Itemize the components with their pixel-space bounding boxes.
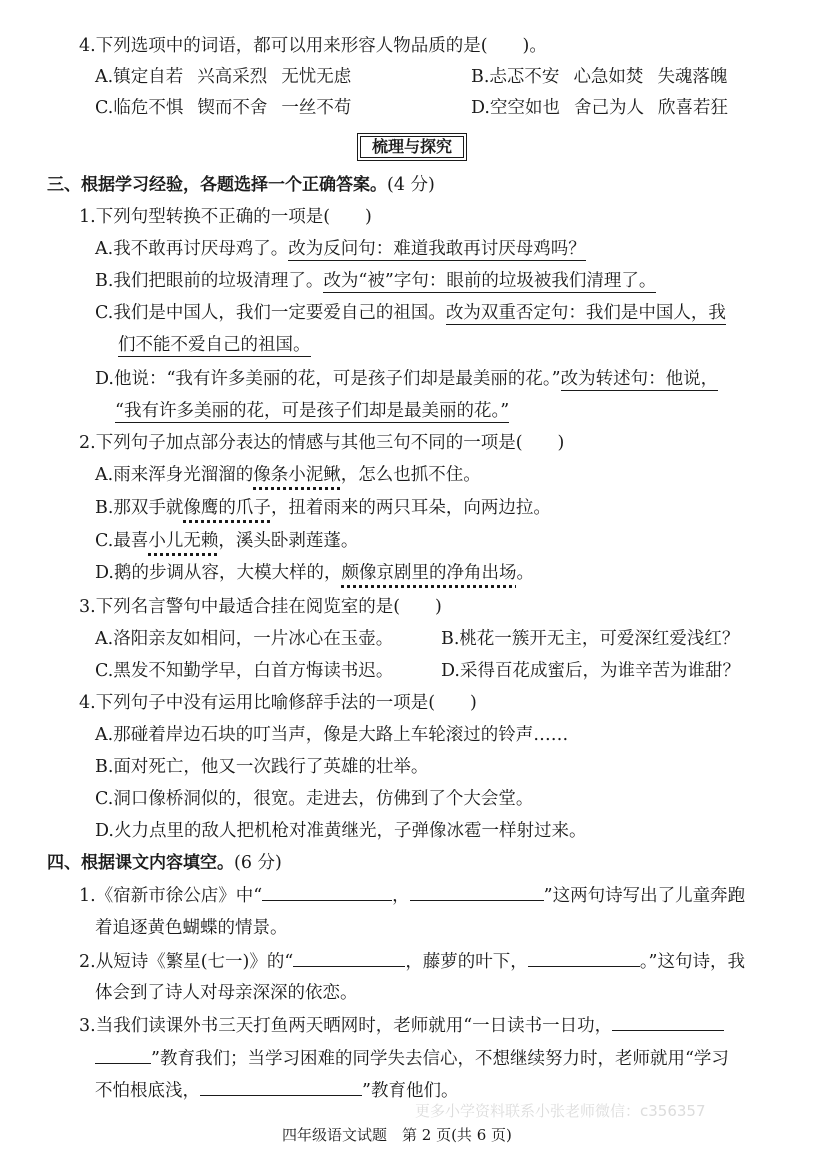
s3-q2-option-b — [95, 495, 551, 521]
s4-q1-line-1 — [79, 882, 745, 909]
s3-q4-option-d: D.火力点里的敌人把机枪对准黄继光，子弹像冰雹一样射过来。 — [95, 821, 587, 841]
section-4-score: (6 分) — [234, 853, 282, 873]
s4-q3-text-3: 不怕根底浅， — [95, 1081, 200, 1101]
s3-q1-d-underlined-cont: “我有许多美丽的花，可是孩子们却是最美丽的花。” — [115, 401, 510, 421]
s3-q1-option-b — [95, 268, 656, 294]
option-b-word-2: 心急如焚 — [573, 67, 644, 87]
s4-q3-line-3 — [95, 1077, 458, 1104]
option-c-word-2: 锲而不舍 — [197, 98, 268, 118]
fill-blank-6[interactable] — [200, 1077, 362, 1096]
s3-q1-option-a — [95, 236, 586, 262]
s3-q2-stem: 2.下列句子加点部分表达的情感与其他三句不同的一项是( ) — [79, 433, 565, 453]
s4-q2-text-3: 。”这句诗，我 — [639, 952, 746, 972]
s3-q2-a-rest: ，怎么也抓不住。 — [340, 465, 481, 485]
fill-blank-4[interactable] — [528, 948, 640, 967]
s3-q1-d-text: D.他说：“我有许多美丽的花，可是孩子们却是最美丽的花。” — [95, 369, 561, 389]
s3-q2-b-dotted: 像鹰的爪子 — [183, 498, 271, 518]
fill-blank-3[interactable] — [293, 948, 405, 967]
s3-q2-option-d — [95, 560, 534, 586]
option-d-word-1: D.空空如也 — [471, 98, 560, 118]
s3-q3-option-c: C.黑发不知勤学早，白首方悔读书迟。 — [95, 661, 394, 681]
s3-q2-c-dotted: 小儿无赖 — [148, 531, 219, 551]
s4-q2-line-1 — [79, 948, 745, 975]
s3-q1-a-text: A.我不敢再讨厌母鸡了。 — [95, 239, 289, 259]
section-3-title: 三、根据学习经验，各题选择一个正确答案。 — [47, 175, 387, 195]
fill-blank-1[interactable] — [262, 882, 392, 901]
s3-q2-b-text: B.那双手就 — [95, 498, 184, 518]
s3-q1-option-d-cont — [115, 398, 509, 424]
option-row-c — [95, 95, 351, 121]
s3-q2-c-text: C.最喜 — [95, 531, 149, 551]
option-a-word-1: A.镇定自若 — [95, 67, 184, 87]
fill-blank-5-cont[interactable] — [95, 1045, 151, 1064]
option-b-word-3: 失魂落魄 — [657, 67, 728, 87]
s3-q2-d-rest: 。 — [516, 563, 534, 583]
s3-q4-option-a: A.那碰着岸边石块的叮当声，像是大路上车轮滚过的铃声…… — [95, 725, 569, 745]
s3-q2-option-a — [95, 462, 481, 488]
s3-q1-option-c-cont — [118, 332, 311, 358]
s3-q3-option-d: D.采得百花成蜜后，为谁辛苦为谁甜？ — [441, 661, 740, 681]
option-b-word-1: B.忐忑不安 — [471, 67, 560, 87]
page-footer: 四年级语文试题 第 2 页(共 6 页) — [282, 1126, 512, 1144]
section-title-box: 梳理与探究 — [357, 133, 467, 161]
s3-q1-c-underlined: 改为双重否定句：我们是中国人，我 — [445, 303, 726, 323]
s4-q3-text-1: 3.当我们读课外书三天打鱼两天晒网时，老师就用“一日读书一日功， — [79, 1016, 613, 1036]
s4-q3-line-2 — [95, 1045, 729, 1072]
s4-q1-text-2: ， — [392, 886, 410, 906]
s3-q2-c-rest: ，溪头卧剥莲蓬。 — [218, 531, 359, 551]
s3-q1-a-underlined: 改为反问句：难道我敢再讨厌母鸡吗？ — [288, 239, 586, 259]
option-a-word-3: 无忧无虑 — [281, 67, 352, 87]
s3-q3-option-b: B.桃花一簇开无主，可爱深红爱浅红？ — [441, 629, 740, 649]
s3-q1-d-underlined: 改为转述句：他说， — [560, 369, 719, 389]
s4-q1-line-2: 着追逐黄色蝴蝶的情景。 — [95, 918, 288, 938]
s3-q3-stem: 3.下列名言警句中最适合挂在阅览室的是( ) — [79, 597, 442, 617]
s3-q4-option-c: C.洞口像桥洞似的，很宽。走进去，仿佛到了个大会堂。 — [95, 789, 534, 809]
s4-q2-text-2: ，藤萝的叶下， — [405, 952, 528, 972]
option-d-word-3: 欣喜若狂 — [657, 98, 728, 118]
s3-q1-c-underlined-cont: 们不能不爱自己的祖国。 — [118, 335, 311, 355]
section-4-title: 四、根据课文内容填空。 — [47, 853, 234, 873]
s3-q4-option-b: B.面对死亡，他又一次践行了英雄的壮举。 — [95, 757, 429, 777]
s3-q2-a-dotted: 像条小泥鳅 — [253, 465, 341, 485]
option-row-a — [95, 64, 351, 90]
s3-q2-option-c — [95, 528, 358, 554]
section-4-heading — [47, 850, 282, 876]
option-c-word-1: C.临危不惧 — [95, 98, 184, 118]
section-3-heading — [47, 172, 435, 198]
question-4-stem: 4.下列选项中的词语，都可以用来形容人物品质的是( )。 — [79, 36, 547, 56]
option-row-b — [471, 64, 727, 90]
s3-q1-stem: 1.下列句型转换不正确的一项是( ) — [79, 207, 372, 227]
watermark: 更多小学资料联系小张老师微信：c356357 — [415, 1102, 706, 1120]
fill-blank-2[interactable] — [410, 882, 544, 901]
s3-q1-option-c — [95, 300, 726, 326]
s3-q2-b-rest: ，扭着雨来的两只耳朵，向两边拉。 — [270, 498, 551, 518]
s4-q2-line-2: 体会到了诗人对母亲深深的依恋。 — [95, 983, 358, 1003]
s4-q3-text-4: ”教育他们。 — [362, 1081, 459, 1101]
fill-blank-5[interactable] — [612, 1012, 724, 1031]
option-c-word-3: 一丝不苟 — [281, 98, 352, 118]
s3-q1-b-text: B.我们把眼前的垃圾清理了。 — [95, 271, 324, 291]
s3-q3-option-a: A.洛阳亲友如相问，一片冰心在玉壶。 — [95, 629, 394, 649]
s3-q2-d-text: D.鹅的步调从容，大模大样的， — [95, 563, 342, 583]
option-row-d — [471, 95, 728, 121]
s4-q1-text-1: 1.《宿新市徐公店》中“ — [79, 886, 263, 906]
s3-q4-stem: 4.下列句子中没有运用比喻修辞手法的一项是( ) — [79, 693, 477, 713]
s4-q2-text-1: 2.从短诗《繁星(七一)》的“ — [79, 952, 294, 972]
option-a-word-2: 兴高采烈 — [197, 67, 268, 87]
s3-q2-d-dotted: 颇像京剧里的净角出场 — [341, 563, 517, 583]
section-3-score: (4 分) — [387, 175, 435, 195]
s3-q1-option-d — [95, 366, 718, 392]
s3-q2-a-text: A.雨来浑身光溜溜的 — [95, 465, 254, 485]
s4-q3-line-1 — [79, 1012, 724, 1039]
s4-q3-text-2: ”教育我们；当学习困难的同学失去信心，不想继续努力时，老师就用“学习 — [151, 1049, 729, 1069]
s3-q1-b-underlined: 改为“被”字句：眼前的垃圾被我们清理了。 — [323, 271, 657, 291]
s4-q1-text-3: ”这两句诗写出了儿童奔跑 — [543, 886, 746, 906]
option-d-word-2: 舍己为人 — [573, 98, 644, 118]
s3-q1-c-text: C.我们是中国人，我们一定要爱自己的祖国。 — [95, 303, 446, 323]
